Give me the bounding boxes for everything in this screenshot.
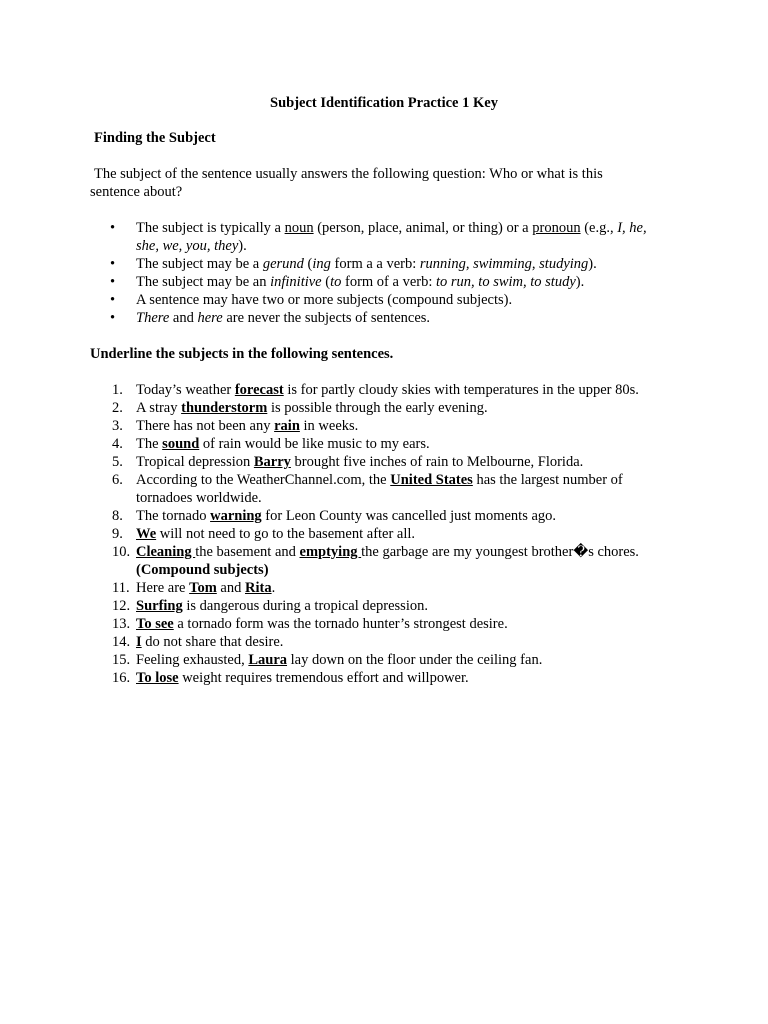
intro-paragraph: The subject of the sentence usually answers the following question: Who or what is this sentence about?: [90, 166, 603, 200]
bullet-text-segment: form of a verb:: [341, 274, 436, 290]
bullet-marker: •: [110, 220, 116, 236]
sentence-text-segment: has the largest number of tornadoes worldwide.: [136, 472, 623, 506]
sentence-item: [0, 543, 670, 579]
bullet-text-segment: pronoun: [532, 220, 581, 236]
sentence-number: 9.: [112, 526, 123, 542]
sentence-text-segment: lay down on the floor under the ceiling fan.: [287, 652, 543, 668]
bullet-item: [0, 309, 670, 327]
sentence-text-segment: The tornado: [136, 508, 211, 524]
sentence-number: 16.: [112, 670, 131, 686]
sentence-text-segment: will not need to go to the basement after all.: [156, 526, 416, 542]
underlined-subject: To see: [136, 616, 174, 632]
sentence-text-segment: a tornado form was the tornado hunter’s strongest desire.: [173, 616, 508, 632]
bullet-item: [0, 273, 670, 291]
sentence-item: [0, 669, 670, 687]
underlined-subject: To lose: [136, 670, 179, 686]
bullet-text-segment: infinitive: [270, 274, 322, 290]
bullet-text-segment: The subject is typically a: [136, 220, 285, 236]
bullet-text-segment: I, he, she, we, you, they: [136, 220, 647, 254]
underlined-subject: I: [136, 634, 142, 650]
bullet-text-segment: form a a verb:: [330, 256, 420, 272]
bullet-text-segment: ).: [588, 256, 597, 272]
sentence-number: 4.: [112, 436, 123, 452]
sentence-text-segment: and: [216, 580, 245, 596]
bullet-text-segment: and: [169, 310, 198, 326]
sentence-number: 14.: [112, 634, 131, 650]
sentence-item: [0, 507, 670, 525]
sentence-text-segment: There has not been any: [136, 418, 275, 434]
sentence-text-segment: Here are: [136, 580, 190, 596]
sentence-number: 2.: [112, 400, 123, 416]
bullet-text-segment: to run, to swim, to study: [436, 274, 576, 290]
underlined-subject: Surfing: [136, 598, 183, 614]
sentence-text-segment: Feeling exhausted,: [136, 652, 249, 668]
sentence-text-segment: do not share that desire.: [141, 634, 284, 650]
bullet-item: [0, 219, 670, 255]
underlined-subject: We: [136, 526, 157, 542]
bullet-text-segment: (person, place, animal, or thing) or a: [313, 220, 533, 236]
bullet-marker: •: [110, 256, 116, 272]
bullet-marker: •: [110, 292, 116, 308]
underlined-subject: sound: [162, 436, 200, 452]
sentence-item: [0, 453, 670, 471]
sentence-text-segment: (Compound subjects): [136, 562, 269, 578]
section-heading: Finding the Subject: [94, 130, 216, 146]
sentence-item: [0, 633, 670, 651]
underlined-subject: Rita: [244, 580, 272, 596]
bullet-text-segment: There: [136, 310, 170, 326]
sentence-number: 13.: [112, 616, 131, 632]
bullet-text-segment: The subject may be a: [136, 256, 263, 272]
underlined-subject: United States: [390, 472, 473, 488]
sentence-text-segment: Today’s weather: [136, 382, 235, 398]
bullet-text-segment: (: [303, 256, 313, 272]
bullet-marker: •: [110, 310, 116, 326]
sentence-item: [0, 579, 670, 597]
sentence-number: 3.: [112, 418, 123, 434]
bullet-text-segment: to: [330, 274, 342, 290]
bullet-text-segment: ing: [312, 256, 331, 272]
sentence-list: [0, 381, 768, 687]
bullet-text-segment: running, swimming, studying: [419, 256, 589, 272]
sentence-text-segment: brought five inches of rain to Melbourne, Florida.: [290, 454, 584, 470]
sentence-item: [0, 597, 670, 615]
sentence-text-segment: for Leon County was cancelled just moments ago.: [261, 508, 557, 524]
sentence-number: 15.: [112, 652, 131, 668]
sentence-text-segment: The: [136, 436, 163, 452]
sentence-text-segment: .: [271, 580, 276, 596]
sentence-item: [0, 615, 670, 633]
sentence-text-segment: Tropical depression: [136, 454, 254, 470]
sentence-text-segment: in weeks.: [299, 418, 359, 434]
sentence-number: 1.: [112, 382, 123, 398]
sentence-item: [0, 399, 670, 417]
sentence-number: 12.: [112, 598, 131, 614]
sentence-item: [0, 525, 670, 543]
sentence-number: 10.: [112, 544, 131, 560]
underlined-subject: Laura: [248, 652, 288, 668]
underlined-subject: rain: [274, 418, 300, 434]
bullet-marker: •: [110, 274, 116, 290]
sentence-number: 11.: [112, 580, 130, 596]
sentence-text-segment: is for partly cloudy skies with temperatures in the upper 80s.: [283, 382, 639, 398]
sentence-number: 5.: [112, 454, 123, 470]
sentence-item: [0, 381, 670, 399]
sentence-item: [0, 651, 670, 669]
underlined-subject: thunderstorm: [181, 400, 268, 416]
bullet-text-segment: The subject may be an: [136, 274, 271, 290]
bullet-text-segment: ).: [575, 274, 585, 290]
bullet-text-segment: A sentence may have two or more subjects (compound subjects).: [136, 292, 513, 308]
sentence-text-segment: is dangerous during a tropical depression.: [182, 598, 428, 614]
sentence-text-segment: the basement and: [195, 544, 300, 560]
bullet-text-segment: noun: [284, 220, 314, 236]
sentence-text-segment: of rain would be like music to my ears.: [199, 436, 430, 452]
sentence-number: 8.: [112, 508, 123, 524]
sentence-text-segment: According to the WeatherChannel.com, the: [136, 472, 391, 488]
bullet-text-segment: here: [197, 310, 223, 326]
bullet-item: [0, 291, 670, 309]
bullet-text-segment: (e.g.,: [580, 220, 618, 236]
sentence-number: 6.: [112, 472, 123, 488]
sentence-item: [0, 471, 670, 507]
document-title: Subject Identification Practice 1 Key: [270, 95, 498, 111]
underlined-subject: Cleaning: [136, 544, 196, 560]
instruction-heading: Underline the subjects in the following sentences.: [90, 346, 394, 362]
underlined-subject: forecast: [234, 382, 284, 398]
underlined-subject: Barry: [253, 454, 291, 470]
bullet-text-segment: gerund: [262, 256, 304, 272]
sentence-item: [0, 417, 670, 435]
sentence-text-segment: A stray: [136, 400, 182, 416]
sentence-item: [0, 435, 670, 453]
rules-bullet-list: [0, 219, 768, 327]
bullet-item: [0, 255, 670, 273]
sentence-text-segment: is possible through the early evening.: [267, 400, 488, 416]
bullet-text-segment: ).: [238, 238, 247, 254]
underlined-subject: warning: [210, 508, 262, 524]
sentence-text-segment: weight requires tremendous effort and willpower.: [178, 670, 469, 686]
underlined-subject: emptying: [299, 544, 362, 560]
bullet-text-segment: (: [321, 274, 331, 290]
sentence-text-segment: the garbage are my youngest brother�s chores.: [361, 544, 639, 560]
bullet-text-segment: are never the subjects of sentences.: [222, 310, 431, 326]
underlined-subject: Tom: [189, 580, 217, 596]
